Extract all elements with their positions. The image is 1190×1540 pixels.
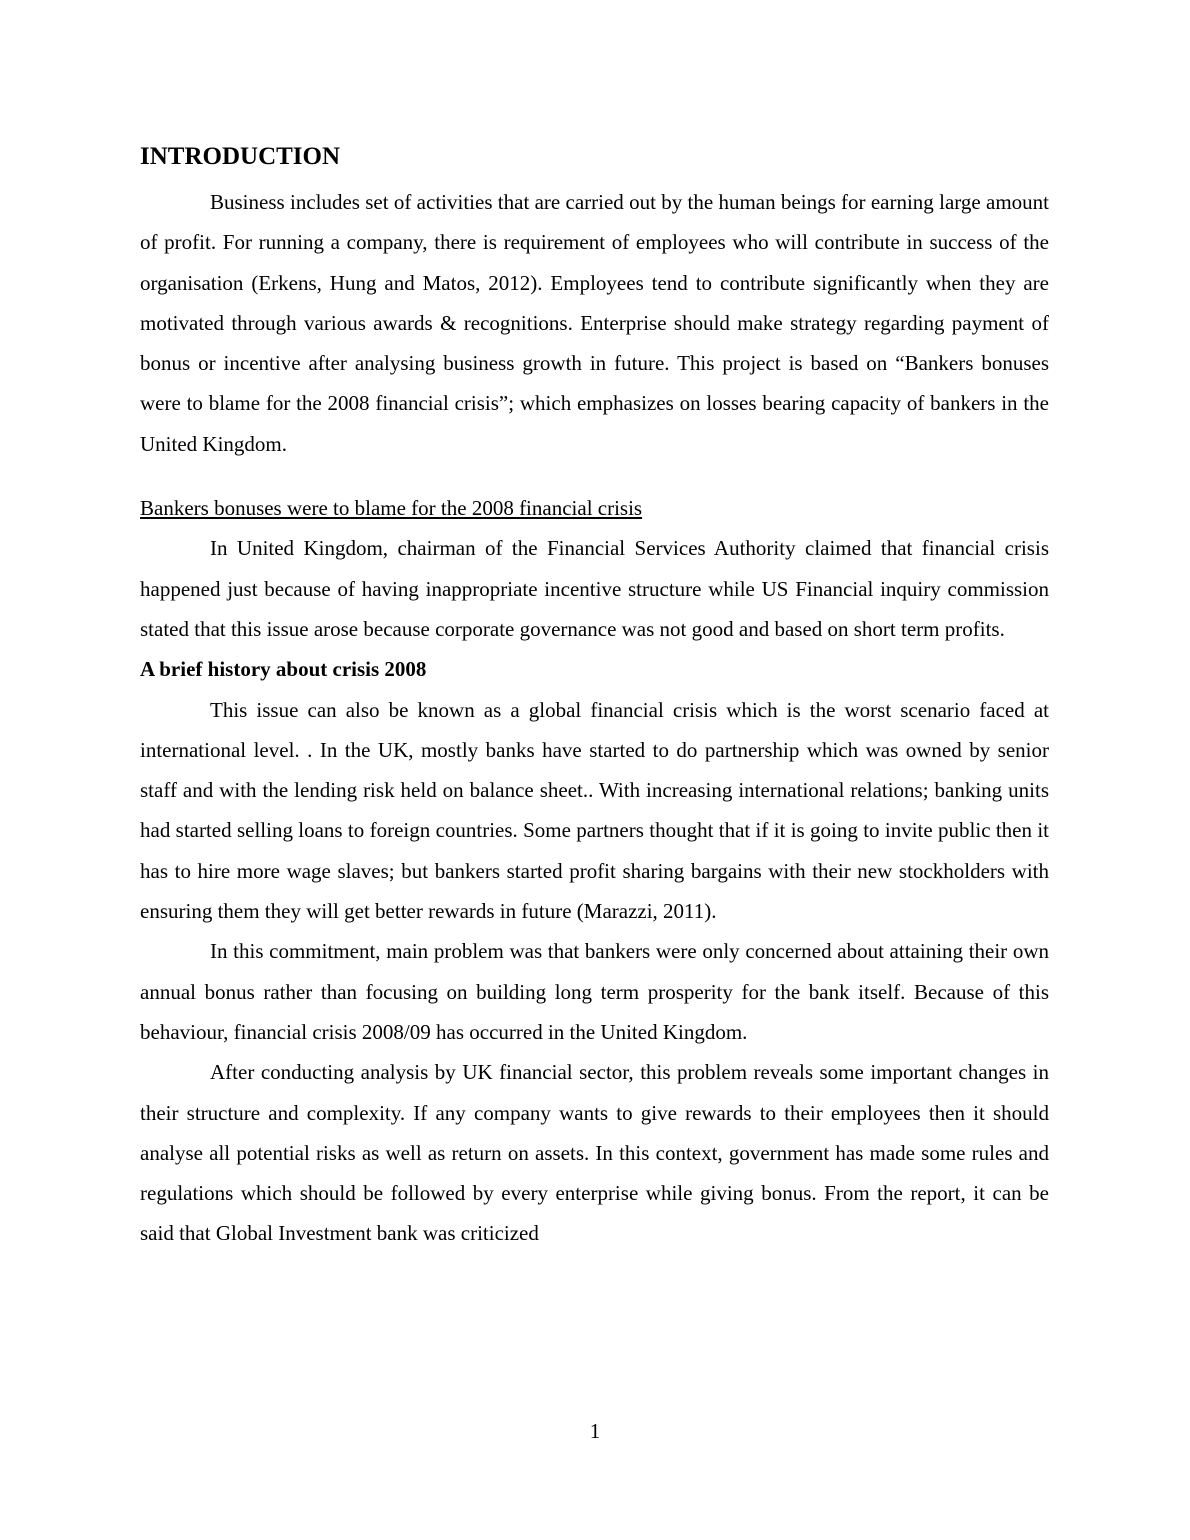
crisis-history-paragraph-1: This issue can also be known as a global financial crisis which is the worst scenario faced at international level. . In the UK, mostly banks have started to do partnership which was owned by senior staff and with the lending risk held on balance sheet.. With increasing international relations; banking units had started selling loans to foreign countries. Some partners thought that if it is going to invite public then it has to hire more wage slaves; but bankers started profit sharing bargains with their new stockholders with ensuring them they will get better rewards in future (Marazzi, 2011). <box>140 697 1049 924</box>
crisis-history-heading: A brief history about crisis 2008 <box>140 657 427 682</box>
bankers-bonuses-heading: Bankers bonuses were to blame for the 2008 financial crisis <box>140 496 643 521</box>
introduction-heading: INTRODUCTION <box>140 143 341 170</box>
page-number: 1 <box>589 1419 601 1443</box>
intro-paragraph: Business includes set of activities that are carried out by the human beings for earning large amount of profit. For running a company, there is requirement of employees who will contribute in success of the organisation (Erkens, Hung and Matos, 2012). Employees tend to contribute significantly when they are motivated through various awards & recognitions. Enterprise should make strategy regarding payment of bonus or incentive after analysing business growth in future. This project is based on “Bankers bonuses were to blame for the 2008 financial crisis”; which emphasizes on losses bearing capacity of bankers in the United Kingdom. <box>140 190 1049 456</box>
crisis-history-paragraph-2: In this commitment, main problem was that bankers were only concerned about attaining their own annual bonus rather than focusing on building long term prosperity for the bank itself. Because of this behaviour, financial crisis 2008/09 has occurred in the United Kingdom. <box>140 939 1049 1044</box>
crisis-history-paragraph-3: After conducting analysis by UK financial sector, this problem reveals some important changes in their structure and complexity. If any company wants to give rewards to their employees then it should analyse all potential risks as well as return on assets. In this context, government has made some rules and regulations which should be followed by every enterprise while giving bonus. From the report, it can be said that Global Investment bank was criticized <box>140 1060 1049 1246</box>
bankers-bonuses-paragraph: In United Kingdom, chairman of the Financial Services Authority claimed that financial crisis happened just because of having inappropriate incentive structure while US Financial inquiry commission stated that this issue arose because corporate governance was not good and based on short term profits. <box>140 536 1049 641</box>
document-body <box>140 140 1049 1254</box>
